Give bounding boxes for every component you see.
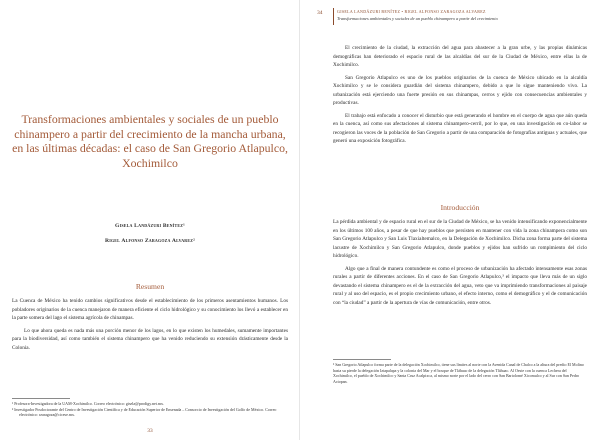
paragraph-1: El crecimiento de la ciudad, la extracción del agua para abastecer a la gran urbe, y las propias dinámicas demográficas han deteriorado el espacio rural de las alcaldías del sur de la Ciudad de México, entre ellas la de Xochimilco. <box>333 45 587 69</box>
footnote-rule-right <box>333 359 391 360</box>
paragraph-3: El trabajo está enfocado a conocer el disturbio que está generando el hombre en el cuerpo de agua que aún queda en la cuenca, así como sus afectaciones al sistema chinampero-cerril, por lo que, en una investigación en co-labor se recogieron las voces de la población de San Gregorio a partir de una comparación de fotografías antiguas y actuales, que generó una exposición fotográfica. <box>333 112 587 145</box>
authors-block <box>12 223 288 253</box>
paragraph-2: San Gregorio Atlapulco es uno de los pueblos originarios de la cuenca de México ubicado en la alcaldía Xochimilco y se le considera guardián del sistema chinampero, debido a que lo sigue manteniendo vivo. La urbanización está ejerciendo una fuerte presión en sus chinampas, cerros y ejido con consecuencias ambientales y productivas. <box>333 74 587 107</box>
resumen-heading: Resumen <box>135 282 165 291</box>
introduction-heading: Introducción <box>440 203 480 212</box>
running-header-title: Transformaciones ambientales y sociales de un pueblo chinampero a partir del crecimiento <box>337 16 498 21</box>
introduction-body <box>333 218 587 307</box>
paragraph-5: Algo que a final de manera contundente es como el proceso de urbanización ha afectado intensamente esas zonas rurales a partir de diferentes acciones. En el caso de San Gregorio Atlapulco,³ el impacto que lleva más de un siglo devastando el sistema chinampero es el de la extracción del agua, veto que va imprimiendo transformaciones al paisaje rural y al uso del espacio, es el propio crecimiento urbano, el efecto interno, como el demográfico y el de comunicación con “la ciudad” a partir de la apertura de vías de comunicación, entre otros. <box>333 265 587 306</box>
footnote-3: ³ San Gregorio Atlapulco forma parte de la delegación Xochimilco, tiene sus límites al norte con la Avenida Canal de Chalco a la altura del predio El Molino hasta su pierde la delegación Iztapalapa y la colonia del Mar y el bosque de Tláhuac de la delegación Tláhuac. Al Oeste con la cuenca Lechera del Xochimilco, el pueblo de Xochimilco y Santa Cruz Acalpixca, al mismo norte por el lado del cerro con San Bartolomé Xicomulco y al Sur con San Pedro Actopan. <box>333 362 584 385</box>
footnote-2: ² Investigador Posdoctorante del Centro de Investigación Científica y de Educación Superior de Ensenada – Consorcio de Investigación del Golfo de México. Correo electrónico: rzaragoza@cicese.mx. <box>12 406 277 418</box>
author-1: Gisela Landázuri Benítez¹ <box>115 223 185 229</box>
running-header-authors: GISELA LANDÁZURI BENÍTEZ • RIGEL ALFONSO ZARAGOZA ALVAREZ <box>337 9 486 14</box>
page-number-right: 34 <box>317 10 323 16</box>
author-2: Rigel Alfonso Zaragoza Alvarez² <box>105 238 195 244</box>
resumen-paragraph-1: La Cuenca de México ha tenido cambios significativos desde el establecimiento de los primeros asentamientos humanos. Los pobladores originarios de la cuenca manejaron de manera eficiente el ciclo hidrológico y su conocimiento los llevó a establecer en la parte somera del lago el sistema agrícola de chinampas. <box>12 298 288 322</box>
footnotes <box>12 401 288 418</box>
page-number: 33 <box>147 428 153 434</box>
resumen-body <box>12 297 288 352</box>
abstract-body <box>333 44 587 146</box>
article-title: Transformaciones ambientales y sociales de un pueblo chinampero a partir del crecimiento de la mancha urbana, en las últimas décadas: el caso de San Gregorio Atlapulco, Xochimilco <box>12 112 288 170</box>
resumen-paragraph-2: Lo que ahora queda es nada más una porción menor de los lagos, en lo que existen los humedales, sumamente importantes para la biodiversidad, así como también el sistema chinampero que ha venido reduciendo su extensión drásticamente desde la Colonia. <box>12 327 288 351</box>
footnote-1: ¹ Profesora-Investigadora de la UAM-Xochimilco. Correo electrónico: gisela@prodigy.net.mx. <box>12 401 165 406</box>
header-rule <box>333 8 334 25</box>
footnote-rule <box>12 398 70 399</box>
paragraph-4: La pérdida ambiental y de espacio rural en el sur de la Ciudad de México, se ha venido intensificando exponencialmente en los últimos 100 años, a pesar de que hay pueblos que persisten en mantener con vida la zona chinampera como son San Gregorio Atlapulco y San Luis Tlaxialtemalco, en la Delegación de Xochimilco. Dicha zona forma parte del sistema lacustre de Xochimilco y San Gregorio Atlapulco, donde pueblos y ejidos han sufrido un rompimiento del ciclo hidrológico. <box>333 219 587 260</box>
